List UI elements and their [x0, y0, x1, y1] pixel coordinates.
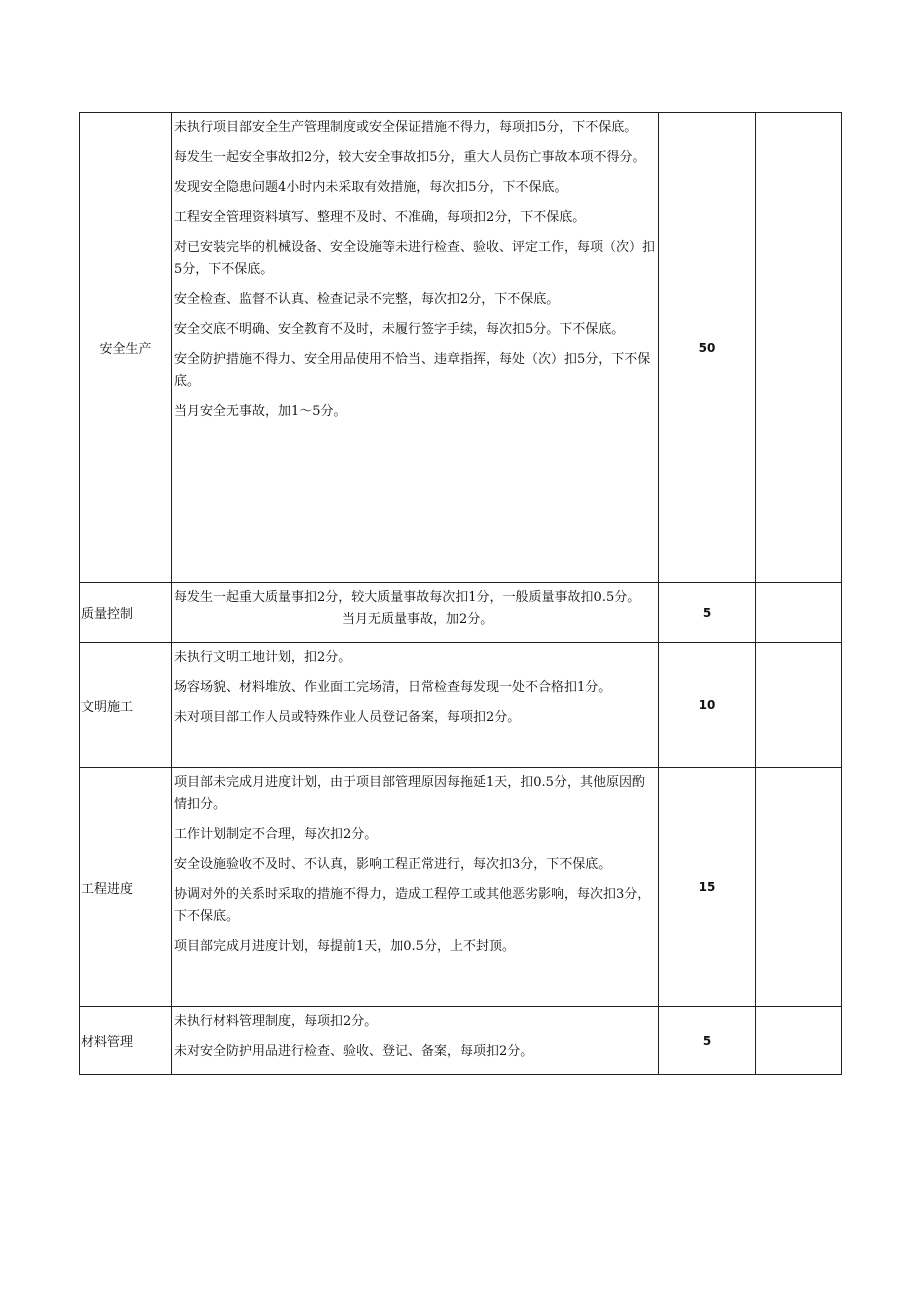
criteria-item [174, 587, 656, 631]
criteria-item: 当月安全无事故，加1～5分。 [174, 404, 347, 419]
criteria-item: 发现安全隐患问题4小时内未采取有效措施，每次扣5分，下不保底。 [174, 180, 568, 195]
table-row-progress [80, 768, 842, 1007]
criteria-cell [172, 113, 659, 583]
score-cell: 10 [659, 643, 756, 768]
blank-cell [756, 643, 842, 768]
score-cell: 5 [659, 1007, 756, 1075]
score-cell: 5 [659, 583, 756, 643]
criteria-cell [172, 583, 659, 643]
criteria-item: 项目部未完成月进度计划，由于项目部管理原因每拖延1天，扣0.5分，其他原因酌情扣分。 [174, 775, 645, 812]
criteria-item: 安全设施验收不及时、不认真，影响工程正常进行，每次扣3分，下不保底。 [174, 857, 612, 872]
criteria-item: 项目部完成月进度计划，每提前1天，加0.5分，上不封顶。 [174, 939, 515, 954]
category-cell: 安全生产 [80, 113, 172, 583]
criteria-item: 未对安全防护用品进行检查、验收、登记、备案，每项扣2分。 [174, 1044, 534, 1059]
criteria-item: 对已安装完毕的机械设备、安全设施等未进行检查、验收、评定工作，每项（次）扣5分，下不保底。 [174, 240, 656, 277]
criteria-text: 每发生一起重大质量事扣2分，较大质量事故每次扣1分，一般质量事故扣0.5分。 [174, 590, 641, 605]
table-row-civilized [80, 643, 842, 768]
criteria-cell [172, 768, 659, 1007]
criteria-item: 未执行项目部安全生产管理制度或安全保证措施不得力，每项扣5分，下不保底。 [174, 120, 638, 135]
score-cell: 50 [659, 113, 756, 583]
criteria-item: 工作计划制定不合理，每次扣2分。 [174, 827, 378, 842]
category-cell: 文明施工 [80, 643, 172, 768]
table-row-safety [80, 113, 842, 583]
criteria-text: 当月无质量事故，加2分。 [342, 612, 494, 627]
criteria-item: 协调对外的关系时采取的措施不得力，造成工程停工或其他恶劣影响，每次扣3分，下不保底。 [174, 887, 651, 924]
category-cell: 质量控制 [80, 583, 172, 643]
criteria-item: 未执行材料管理制度，每项扣2分。 [174, 1014, 378, 1029]
blank-cell [756, 1007, 842, 1075]
table-row-quality [80, 583, 842, 643]
criteria-item: 每发生一起安全事故扣2分，较大安全事故扣5分，重大人员伤亡事故本项不得分。 [174, 150, 646, 165]
criteria-cell [172, 1007, 659, 1075]
criteria-item: 未执行文明工地计划，扣2分。 [174, 650, 352, 665]
table-row-materials [80, 1007, 842, 1075]
criteria-item: 未对项目部工作人员或特殊作业人员登记备案，每项扣2分。 [174, 710, 521, 725]
criteria-item: 工程安全管理资料填写、整理不及时、不准确，每项扣2分，下不保底。 [174, 210, 586, 225]
assessment-table [79, 112, 842, 1075]
blank-cell [756, 583, 842, 643]
criteria-cell [172, 643, 659, 768]
score-cell: 15 [659, 768, 756, 1007]
category-cell: 材料管理 [80, 1007, 172, 1075]
criteria-item: 安全检查、监督不认真、检查记录不完整，每次扣2分，下不保底。 [174, 292, 560, 307]
criteria-item: 安全交底不明确、安全教育不及时，未履行签字手续，每次扣5分。下不保底。 [174, 322, 625, 337]
blank-cell [756, 768, 842, 1007]
criteria-item: 场容场貌、材料堆放、作业面工完场清，日常检查每发现一处不合格扣1分。 [174, 680, 612, 695]
criteria-item: 安全防护措施不得力、安全用品使用不恰当、违章指挥，每处（次）扣5分，下不保底。 [174, 352, 651, 389]
category-cell: 工程进度 [80, 768, 172, 1007]
blank-cell [756, 113, 842, 583]
